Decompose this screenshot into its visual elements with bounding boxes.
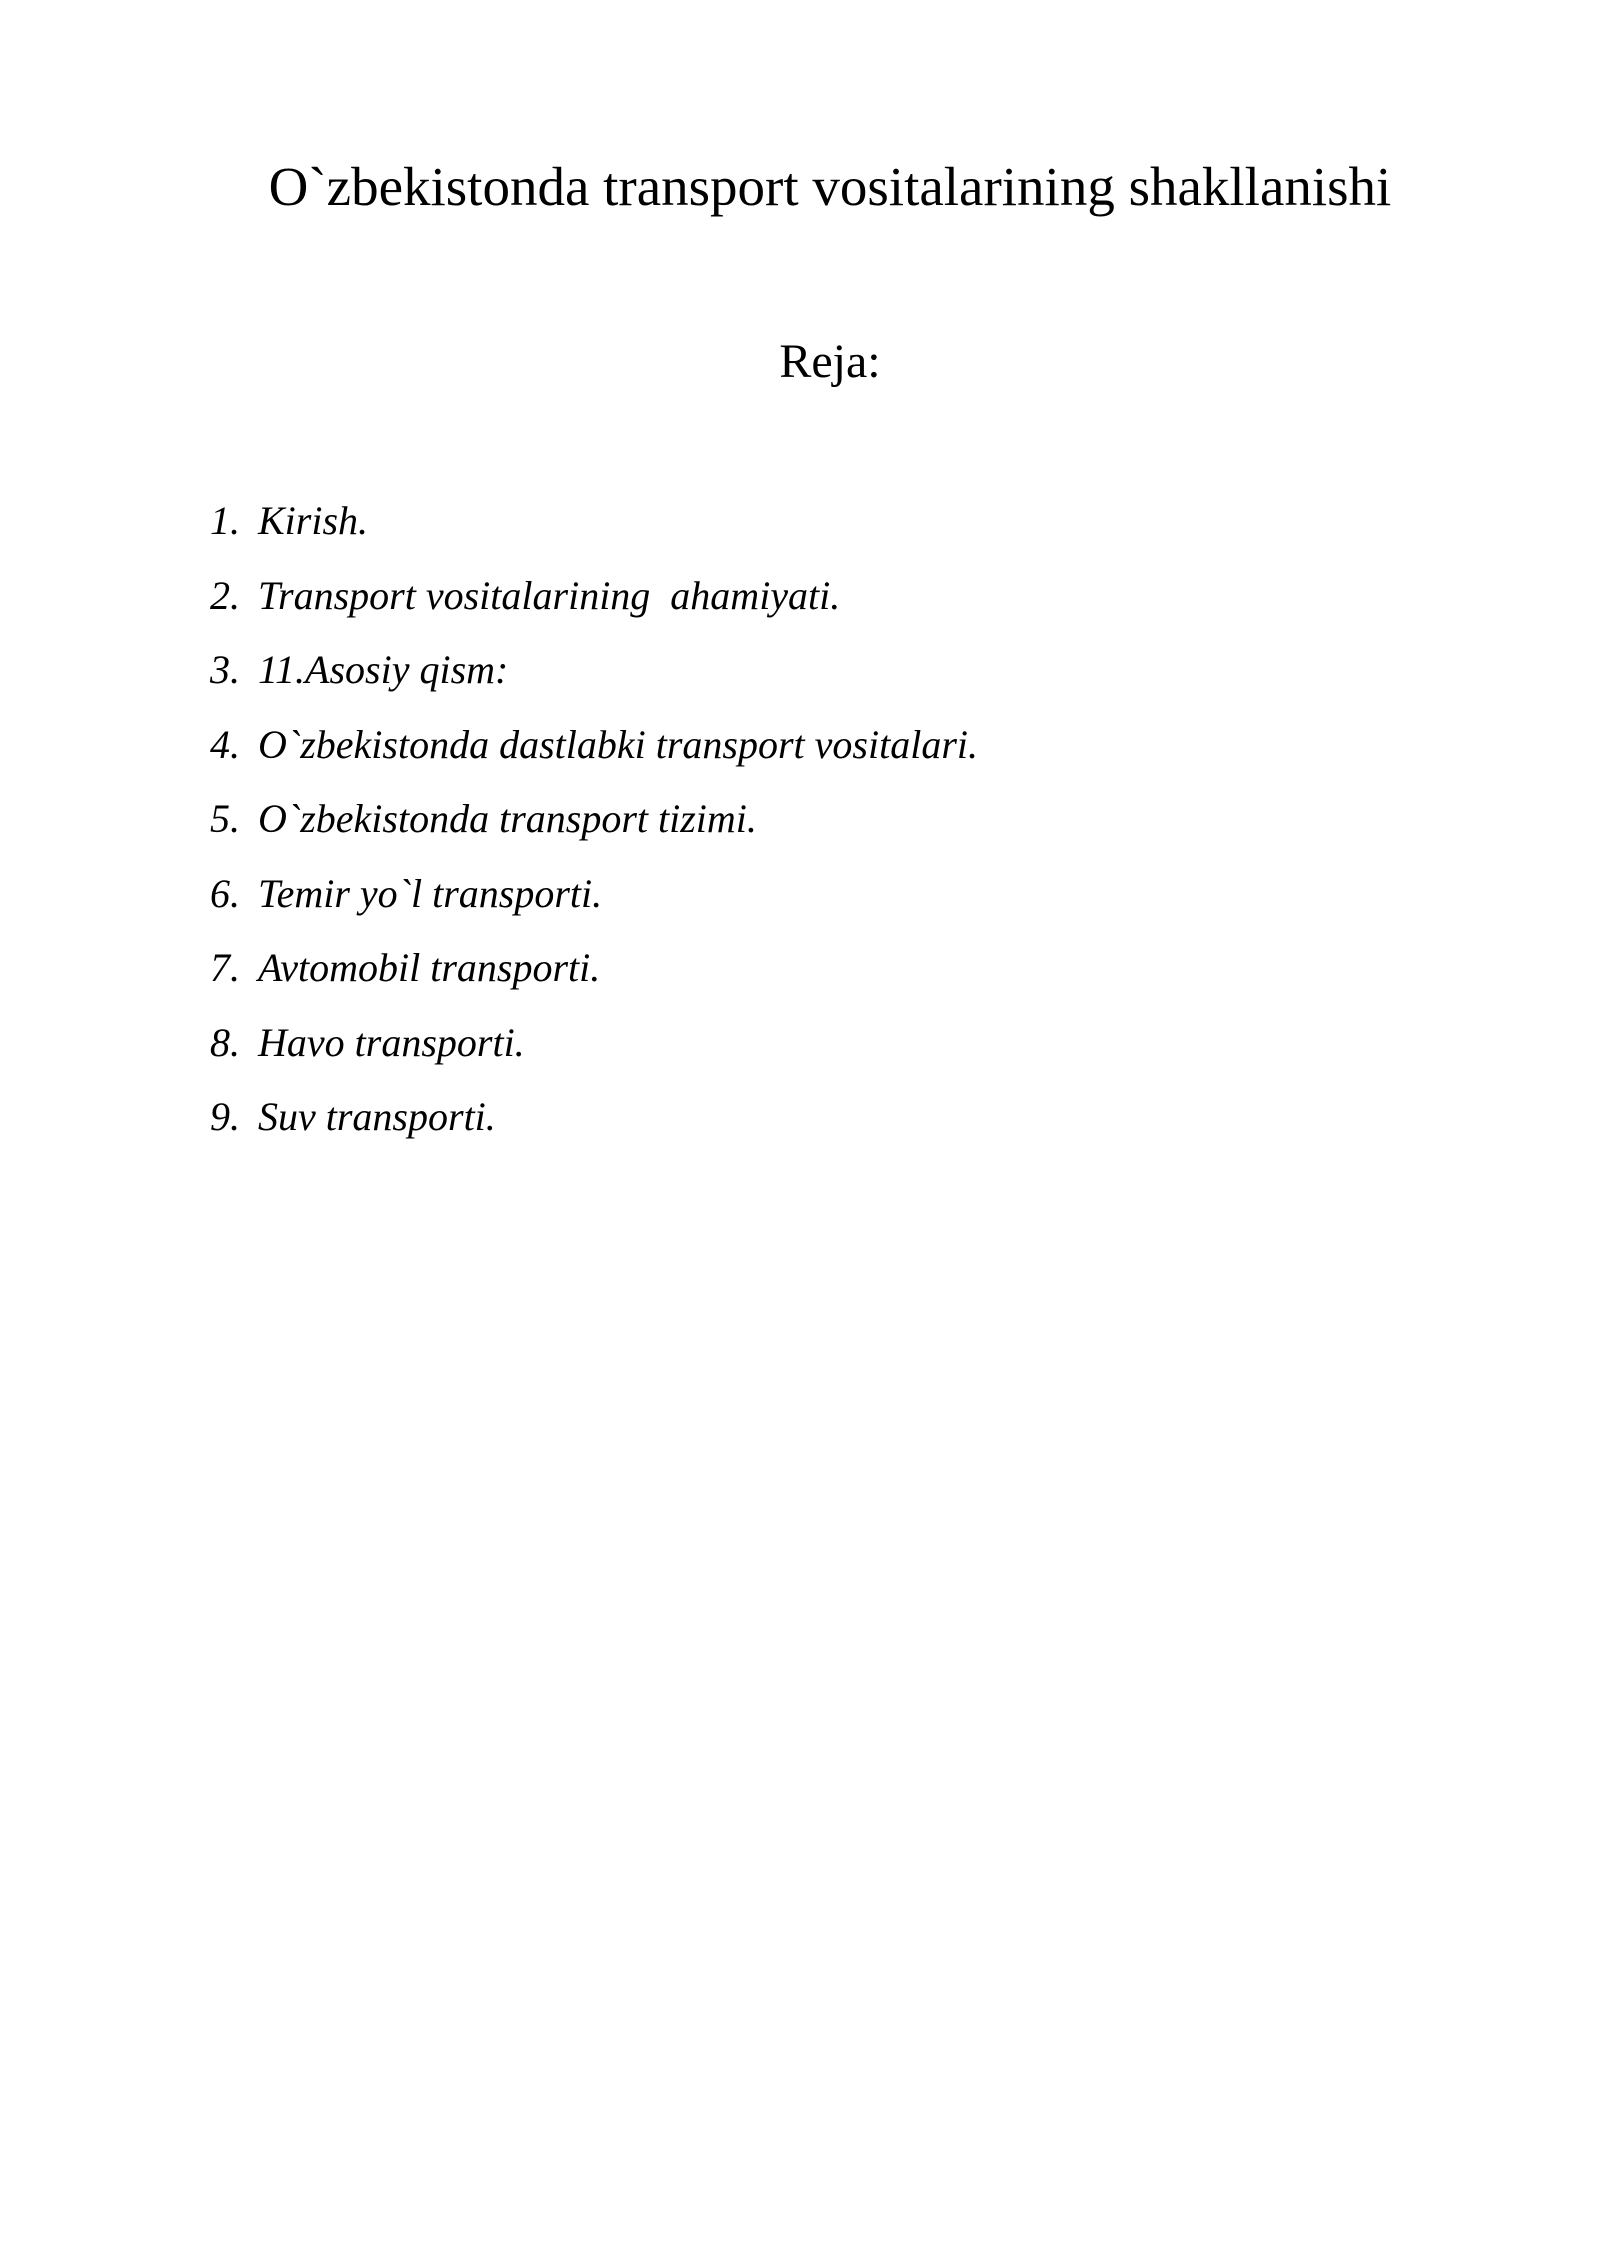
plan-heading: Reja: (779, 335, 881, 388)
plan-item-text: O`zbekistonda dastlabki transport vositalari. (258, 721, 978, 767)
plan-item-text: Temir yo`l transporti. (258, 870, 603, 916)
plan-item-number: 6. (210, 870, 240, 916)
plan-item-text: Havo transporti. (258, 1019, 525, 1065)
plan-item (210, 782, 978, 857)
plan-item (210, 931, 978, 1006)
plan-item (210, 633, 978, 708)
plan-item-number: 9. (210, 1094, 240, 1139)
plan-item (210, 1080, 978, 1155)
plan-item-number: 5. (210, 796, 240, 841)
plan-item-number: 7. (210, 945, 240, 990)
plan-item-number: 4. (210, 721, 240, 767)
plan-item (210, 708, 978, 783)
plan-item-text: 11.Asosiy qism: (258, 647, 509, 692)
plan-item-text: Avtomobil transporti. (258, 945, 601, 990)
document-title: O`zbekistonda transport vositalarining shakllanishi (268, 156, 1392, 217)
plan-item-text: O`zbekistonda transport tizimi. (258, 796, 757, 841)
plan-item-number: 8. (210, 1019, 240, 1065)
plan-item (210, 857, 978, 932)
plan-item (210, 559, 978, 634)
plan-item (210, 1006, 978, 1081)
plan-item-number: 2. (210, 572, 240, 618)
plan-item-number: 1. (210, 498, 240, 543)
plan-item-text: Transport vositalarining ahamiyati. (258, 572, 841, 618)
plan-item (210, 484, 978, 559)
plan-item-number: 3. (210, 647, 240, 692)
plan-item-text: Kirish. (258, 498, 369, 543)
plan-list (210, 484, 978, 1155)
plan-item-text: Suv transporti. (258, 1094, 496, 1139)
